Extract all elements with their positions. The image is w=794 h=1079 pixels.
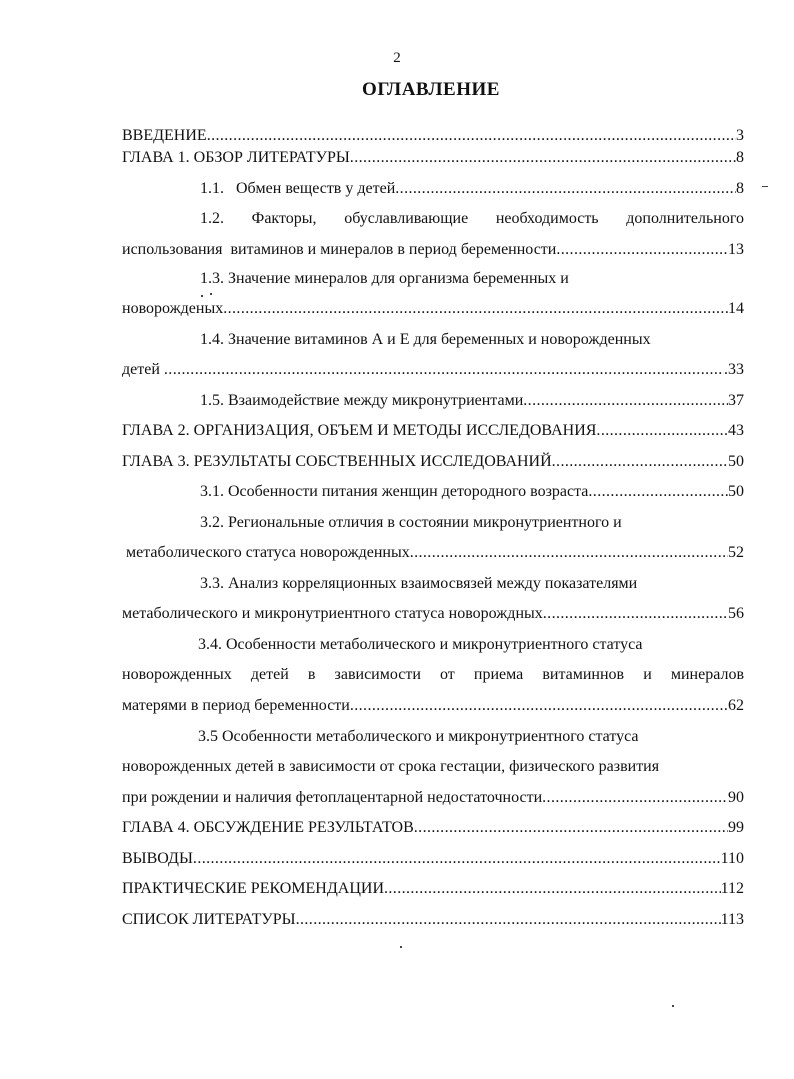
toc-entry-section-3-3-line-2 xyxy=(122,604,744,624)
toc-entry-section-3-5-line-3 xyxy=(122,788,744,808)
toc-page-number: 99 xyxy=(728,819,744,836)
word: новорожденных xyxy=(122,666,232,683)
dot-leader xyxy=(384,879,721,899)
word: и xyxy=(643,666,652,683)
dot-leader xyxy=(223,299,728,319)
toc-entry-chapter-1 xyxy=(122,148,744,168)
page-number: 2 xyxy=(393,50,401,66)
scan-speck xyxy=(400,946,402,948)
toc-entry-section-1-3-line-2 xyxy=(122,299,744,319)
toc-entry-section-3-4-line-2 xyxy=(122,665,744,685)
toc-entry-section-3-3-line-1: 3.3. Анализ корреляционных взаимосвязей между показателями xyxy=(200,575,638,592)
toc-entry-section-1-2-line-2 xyxy=(122,240,744,260)
word: в xyxy=(307,666,316,683)
dot-leader xyxy=(350,696,728,716)
dot-leader xyxy=(552,452,728,472)
toc-entry-text: СПИСОК ЛИТЕРАТУРЫ xyxy=(122,911,296,928)
toc-entry-text: новорожденых xyxy=(122,300,224,317)
dot-leader xyxy=(414,818,728,838)
toc-entry-section-1-2-line-1 xyxy=(200,209,744,229)
toc-entry-chapter-4 xyxy=(122,818,744,838)
toc-entry-recommendations xyxy=(122,879,744,899)
toc-page-number: 110 xyxy=(720,850,744,867)
toc-entry-text: ВВЕДЕНИЕ xyxy=(122,127,207,144)
toc-entry-section-3-1 xyxy=(200,482,744,502)
toc-entry-section-3-4-line-1: 3.4. Особенности метаболического и микронутриентного статуса xyxy=(198,636,643,653)
word: Факторы, xyxy=(251,210,317,227)
scan-speck xyxy=(672,1005,674,1007)
toc-page-number: 37 xyxy=(728,392,744,409)
toc-page-number: 50 xyxy=(728,483,744,500)
toc-page-number: 62 xyxy=(728,697,744,714)
dot-leader xyxy=(395,179,736,199)
toc-entry-text: ГЛАВА 4. ОБСУЖДЕНИЕ РЕЗУЛЬТАТОВ xyxy=(122,819,414,836)
toc-page-number: .33 xyxy=(724,361,744,378)
toc-entry-text: 1.1. Обмен веществ у детей xyxy=(200,180,396,197)
toc-entry-text: детей xyxy=(122,361,164,378)
toc-entry-text: метаболического и микронутриентного статуса новорождных xyxy=(122,605,543,622)
toc-entry-section-3-2-line-1: 3.2. Региональные отличия в состоянии микронутриентного и xyxy=(200,514,622,531)
scan-speck xyxy=(201,295,203,297)
scan-speck xyxy=(210,293,212,295)
toc-page-number: 8 xyxy=(736,180,744,197)
toc-page-number: 50 xyxy=(728,453,744,470)
dot-leader xyxy=(193,849,721,869)
toc-page-number: 43 xyxy=(728,422,744,439)
word: зависимости xyxy=(334,666,421,683)
toc-entry-text: 3.1. Особенности питания женщин детородного возраста xyxy=(200,483,589,500)
dot-leader xyxy=(556,240,728,260)
scan-speck xyxy=(762,186,768,187)
toc-page-number: 3 xyxy=(736,127,744,144)
dot-leader xyxy=(588,482,728,502)
dot-leader xyxy=(596,421,728,441)
toc-entry-chapter-2 xyxy=(122,421,744,441)
toc-entry-text: ГЛАВА 1. ОБЗОР ЛИТЕРАТУРЫ xyxy=(122,149,350,166)
dot-leader xyxy=(410,543,728,563)
toc-page-number: 52 xyxy=(728,544,744,561)
dot-leader xyxy=(207,126,736,146)
toc-entry-section-1-5 xyxy=(200,391,744,411)
toc-entry-chapter-3 xyxy=(122,452,744,472)
word: дополнительного xyxy=(626,210,744,227)
toc-entry-references xyxy=(122,910,744,930)
toc-entry-text: при рождении и наличия фетоплацентарной недостаточности xyxy=(122,789,543,806)
toc-page-number: 112 xyxy=(720,880,744,897)
word: минералов xyxy=(670,666,744,683)
toc-entry-section-1-4-line-1: 1.4. Значение витаминов А и Е для беременных и новорожденных xyxy=(200,331,651,348)
word: обуславливающие xyxy=(344,210,469,227)
toc-entry-text: использования витаминов и минералов в период беременности xyxy=(122,241,557,258)
toc-page-number: 13 xyxy=(728,241,744,258)
toc-entry-section-1-4-line-2 xyxy=(122,360,744,380)
dot-leader xyxy=(542,788,728,808)
toc-entry-text: ГЛАВА 3. РЕЗУЛЬТАТЫ СОБСТВЕННЫХ ИССЛЕДОВАНИЙ xyxy=(122,453,552,470)
word: необходимость xyxy=(495,210,599,227)
toc-entry-text: ВЫВОДЫ xyxy=(122,850,193,867)
word: витаминнов xyxy=(542,666,625,683)
dot-leader xyxy=(523,391,728,411)
toc-entry-intro xyxy=(122,126,744,146)
toc-entry-text: метаболического статуса новорожденных xyxy=(126,544,410,561)
toc-entry-text: матерями в период беременности xyxy=(122,697,350,714)
dot-leader xyxy=(164,360,724,380)
toc-page-number: 113 xyxy=(720,911,744,928)
word: 1.2. xyxy=(200,210,224,227)
toc-entry-section-1-1 xyxy=(200,179,744,199)
toc-entry-section-3-5-line-1: 3.5 Особенности метаболического и микронутриентного статуса xyxy=(198,728,639,745)
toc-entry-text: ПРАКТИЧЕСКИЕ РЕКОМЕНДАЦИИ xyxy=(122,880,384,897)
toc-page-number: 8 xyxy=(736,149,744,166)
toc-entry-section-3-4-line-3 xyxy=(122,696,744,716)
toc-page-number: 14 xyxy=(728,300,744,317)
toc-entry-text: ГЛАВА 2. ОРГАНИЗАЦИЯ, ОБЪЕМ И МЕТОДЫ ИССЛЕДОВАНИЯ xyxy=(122,422,597,439)
toc-page-number: 56 xyxy=(728,605,744,622)
dot-leader xyxy=(350,148,736,168)
toc-entry-section-1-3-line-1: 1.3. Значение минералов для организма беременных и xyxy=(200,270,569,287)
toc-entry-text: 1.5. Взаимодействие между микронутриентами xyxy=(200,392,524,409)
page-title: ОГЛАВЛЕНИЕ xyxy=(362,79,500,100)
toc-entry-conclusions xyxy=(122,849,744,869)
word: от xyxy=(440,666,455,683)
toc-page-number: 90 xyxy=(728,789,744,806)
toc-entry-section-3-2-line-2 xyxy=(126,543,744,563)
word: детей xyxy=(250,666,289,683)
word: приема xyxy=(473,666,524,683)
dot-leader xyxy=(543,604,728,624)
toc-entry-section-3-5-line-2: новорожденных детей в зависимости от срока гестации, физического развития xyxy=(122,758,660,775)
dot-leader xyxy=(296,910,721,930)
